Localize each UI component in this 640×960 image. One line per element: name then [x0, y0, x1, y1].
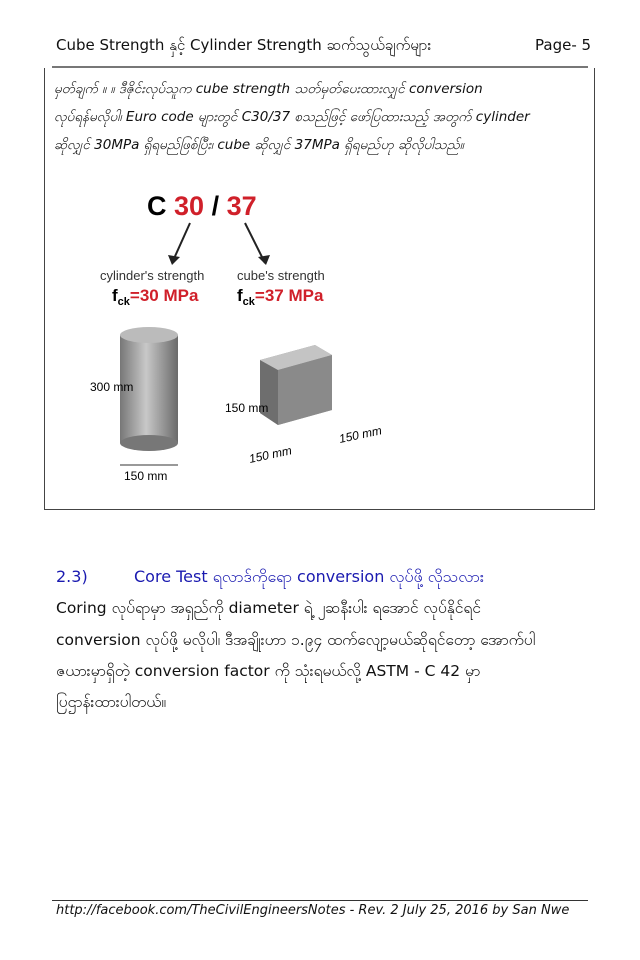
- cylinder-cube-figure: [90, 185, 410, 485]
- cube-height-label: 150 mm: [225, 401, 269, 415]
- note-line: လုပ်ရန်မလိုပါ၊ Euro code များတွင် C30/37 စသည်ဖြင့် ဖော်ပြထားသည့် အတွက် cylinder: [54, 109, 530, 125]
- cube-shape: [260, 345, 332, 425]
- paragraph-line: conversion လုပ်ဖို့ မလိုပါ၊ ဒီအချိုးဟာ ၁.၉၄ ထက်လျော့မယ်ဆိုရင်တော့ အောက်ပါ: [56, 631, 536, 649]
- note-line: ဆိုလျှင် 30MPa ရှိရမည်ဖြစ်ပြီး၊ cube ဆိုလျှင် 37MPa ရှိရမည်ဟု ဆိုလိုပါသည်။: [54, 137, 464, 153]
- cylinder-height-label: 300 mm: [90, 380, 134, 394]
- concrete-class: C 30 / 37: [147, 191, 257, 221]
- cylinder-fck: $f_{ck}=30$ MPa: [112, 286, 199, 308]
- section-title: Core Test ရလာဒ်ကိုရော conversion လုပ်ဖို့ လိုသလား: [134, 567, 484, 586]
- footer-text: http://facebook.com/TheCivilEngineersNotes - Rev. 2 July 25, 2016 by San Nwe: [56, 903, 570, 918]
- cylinder-diameter-label: 150 mm: [124, 469, 168, 483]
- cube-width-label: 150 mm: [247, 443, 294, 466]
- cube-fck: $f_{ck}=37$ MPa: [237, 286, 324, 308]
- cube-depth-label: 150 mm: [337, 423, 384, 446]
- paragraph-line: ဇယားမှာရှိတဲ့ conversion factor ကို သုံးရမယ်လို့ ASTM - C 42 မှာ: [56, 662, 481, 680]
- page-number: Page- 5: [535, 36, 592, 54]
- footer-divider: [52, 900, 588, 901]
- paragraph-line: ပြဌာန်းထားပါတယ်။: [56, 693, 167, 711]
- paragraph-line: Coring လုပ်ရာမှာ အရှည်ကို diameter ရဲ့ ၂ဆနီးပါး ရအောင် လုပ်နိုင်ရင်: [56, 599, 481, 617]
- section-number: 2.3): [56, 567, 88, 586]
- cylinder-label: cylinder's strength: [100, 268, 205, 283]
- note-line: မှတ်ချက် ။ ။ ဒီဇိုင်းလုပ်သူက cube strength သတ်မှတ်ပေးထားလျှင် conversion: [54, 81, 483, 97]
- section-heading: [56, 566, 484, 590]
- header-title: Cube Strength နှင့် Cylinder Strength ဆက်သွယ်ချက်များ: [56, 36, 432, 54]
- cube-label: cube's strength: [237, 268, 325, 283]
